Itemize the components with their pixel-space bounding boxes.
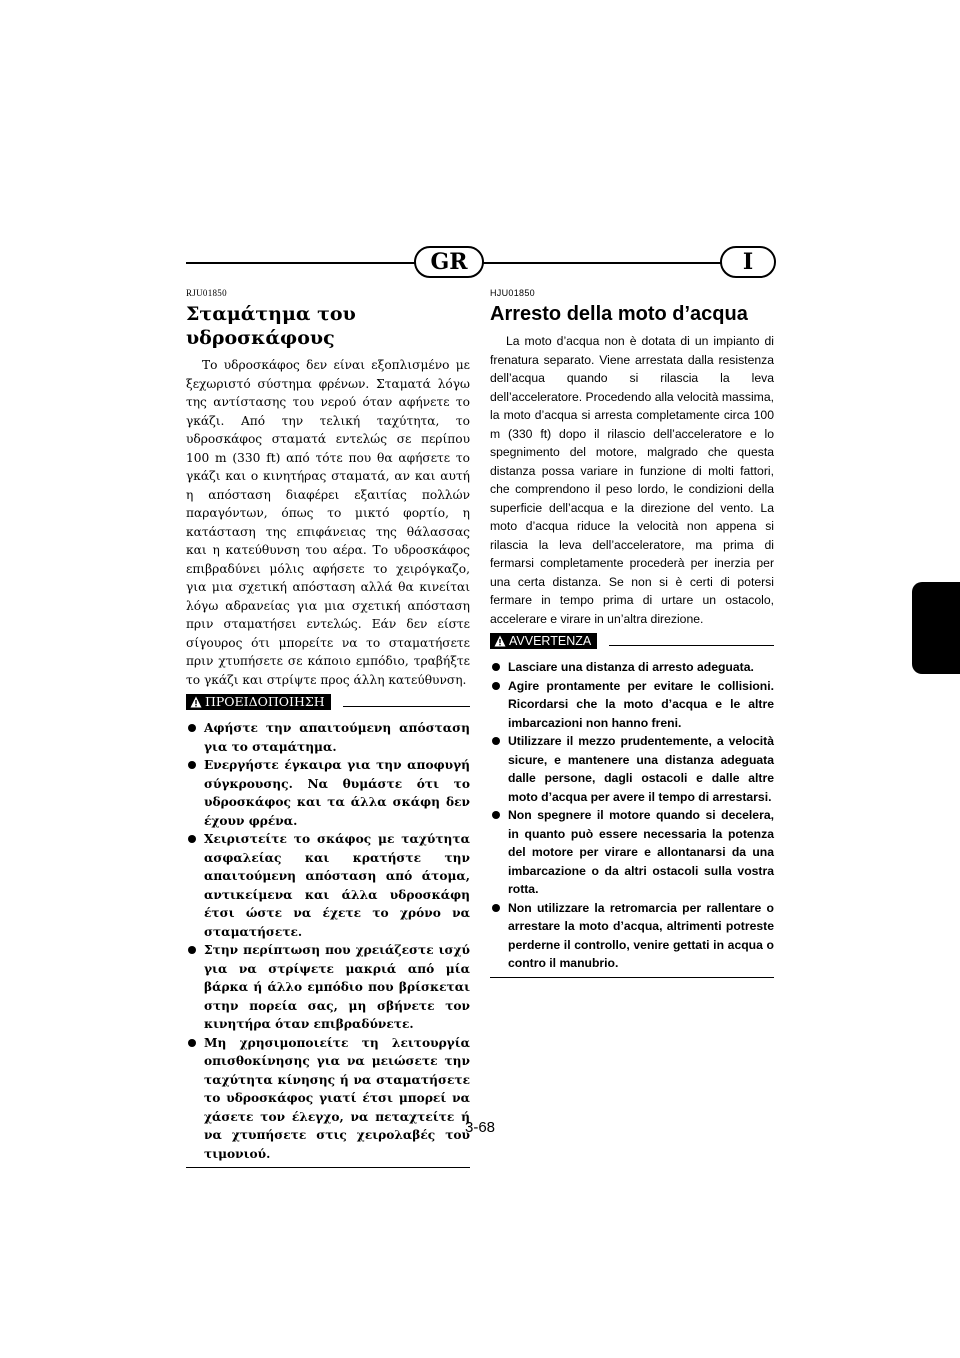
bullet-icon [492, 737, 500, 745]
warning-label: ΠΡΟΕΙΔΟΠΟΙΗΣΗ [205, 694, 325, 709]
bullet-icon [188, 761, 196, 769]
warning-rule [609, 645, 774, 646]
warning-header [490, 632, 774, 650]
list-item-text: Χειριστείτε το σκάφος με ταχύτητα ασφαλείας και κρατήστε την απαιτούμενη απόσταση από άτομα, αντικείμενα και άλλα υδροσκάφη έτσι ώστε να έχετε το χρόνο να σταματήσετε. [204, 832, 470, 939]
section-title: Σταμάτημα του υδροσκάφους [186, 303, 356, 349]
warning-triangle-icon [494, 635, 506, 647]
language-badge-gr [414, 246, 484, 278]
chapter-thumb-tab [912, 582, 960, 674]
warning-list [186, 719, 470, 1163]
list-item [490, 658, 774, 677]
bullet-icon [492, 904, 500, 912]
list-item-text: Lasciare una distanza di arresto adeguata. [508, 660, 754, 674]
list-item-text: Μη χρησιμοποιείτε τη λειτουργία οπισθοκίνησης για να μειώσετε την ταχύτητα κίνησης ή να σταματήσετε το υδροσκάφος γιατί έτσι μπορεί να χάσετε τον έλεγχο, να πεταχτείτε ή να χτυπήσετε στις χειρολαβές του τιμονιού. [204, 1035, 470, 1161]
list-item [186, 941, 470, 1034]
list-item-text: Utilizzare il mezzo prudentemente, a velocità sicure, e mantenere una distanza adeguata dalle persone, dagli ostacoli e dalle altre moto d’acqua per avere il tempo di arrestarsi. [508, 734, 774, 804]
bullet-icon [188, 835, 196, 843]
list-item [490, 899, 774, 973]
list-item-text: Αφήστε την απαιτούμενη απόσταση για το σταμάτημα. [204, 721, 470, 754]
bullet-icon [188, 946, 196, 954]
warning-list [490, 658, 774, 973]
list-item-text: Non spegnere il motore quando si decelera, in quanto può essere necessaria la potenza del motore per virare e allontanarsi da una imbarcazione o da altri ostacoli sulla vostra rotta. [508, 808, 774, 896]
bullet-icon [188, 1039, 196, 1047]
bullet-icon [492, 811, 500, 819]
warning-rule [343, 706, 470, 707]
warning-end-rule [490, 977, 774, 978]
section-code: HJU01850 [490, 288, 535, 298]
bullet-icon [188, 724, 196, 732]
section-code: RJU01850 [186, 288, 227, 298]
list-item [490, 732, 774, 806]
list-item [490, 677, 774, 733]
header-rule-middle [482, 262, 722, 264]
section-title: Arresto della moto d’acqua [490, 303, 748, 325]
list-item-text: Στην περίπτωση που χρειάζεστε ισχύ για να στρίψετε μακριά από μία βάρκα ή άλλο εμπόδιο που βρίσκεται στην πορεία σας, μη σβήνετε τον κινητήρα όταν επιβραδύνετε. [204, 943, 470, 1031]
warning-badge [490, 633, 597, 649]
bullet-icon [492, 663, 500, 671]
list-item [186, 830, 470, 941]
greek-column [186, 288, 470, 1168]
language-badge-i [720, 246, 776, 278]
body-paragraph: Το υδροσκάφος δεν είναι εξοπλισμένο με ξεχωριστό σύστημα φρένων. Σταματά λόγω της αντίστασης του νερού όταν αφήνετε το γκάζι. Από την τελική ταχύτητα, το υδροσκάφος σταματά εντελώς σε περίπου 100 m (330 ft) από τότε που θα αφήσετε το γκάζι και ο κινητήρας σταματά, αν και αυτή η απόσταση διαφέρει εξαιτίας πολλών παραγόντων, όπως το μικτό φορτίο, η κατάσταση της επιφάνειας της θάλασσας και η κατεύθυνση του αέρα. Το υδροσκάφος επιβραδύνει μόλις αφήσετε το χειρόγκαζο, για μια σχετική απόσταση αλλά θα κινείται λόγω αδρανείας για μια σχετική απόσταση πριν σταματήσει εντελώς. Εάν δεν είστε σίγουρος ότι μπορείτε να το σταματήσετε πριν χτυπήσετε σε κάποιο εμπόδιο, τραβήξτε το γκάζι και στρίψτε προς άλλη κατεύθυνση. [186, 358, 470, 687]
warning-triangle-icon [190, 696, 202, 708]
list-item-text: Non utilizzare la retromarcia per rallentare o arrestare la moto d’acqua, altrimenti potreste perderne il controllo, venire gettati in acqua o contro il manubrio. [508, 900, 774, 970]
italian-column [490, 288, 774, 978]
header-rule-left [186, 262, 416, 264]
list-item [186, 719, 470, 756]
language-badge-i-label: I [742, 249, 754, 275]
warning-header [186, 693, 470, 711]
warning-badge [186, 694, 331, 710]
warning-label: AVVERTENZA [509, 634, 592, 648]
warning-end-rule [186, 1167, 470, 1168]
language-badge-gr-label: GR [430, 249, 468, 275]
list-item-text: Agire prontamente per evitare le collisioni. Ricordarsi che la moto d’acqua e le altre imbarcazioni non hanno freni. [508, 678, 774, 730]
list-item-text: Ενεργήστε έγκαιρα για την αποφυγή σύγκρουσης. Να θυμάστε ότι το υδροσκάφος και τα άλλα σκάφη δεν έχουν φρένα. [204, 758, 470, 828]
body-paragraph: La moto d’acqua non è dotata di un impianto di frenatura separato. Viene arrestata dalla resistenza dell’acqua quando si rilascia la leva dell’acceleratore. Procedendo alla velocità massima, la moto d’acqua si arresta completamente circa 100 m (330 ft) dopo il rilascio dell’acceleratore e lo spegnimento del motore, malgrado che questa distanza possa variare in funzione di molti fattori, che comprendono il peso lordo, le condizioni della superficie dell’acqua e la direzione del vento. La moto d’acqua riduce la velocità non appena si rilascia la leva dell’acceleratore, ma prima di fermarsi completamente procederà per inerzia per una certa distanza. Se non si è certi di potersi fermare in tempo prima di urtare un ostacolo, accelerare e virare in un’altra direzione. [490, 334, 774, 626]
page-number: 3-68 [464, 1119, 496, 1136]
list-item [186, 756, 470, 830]
list-item [186, 1034, 470, 1164]
list-item [490, 806, 774, 899]
bullet-icon [492, 682, 500, 690]
